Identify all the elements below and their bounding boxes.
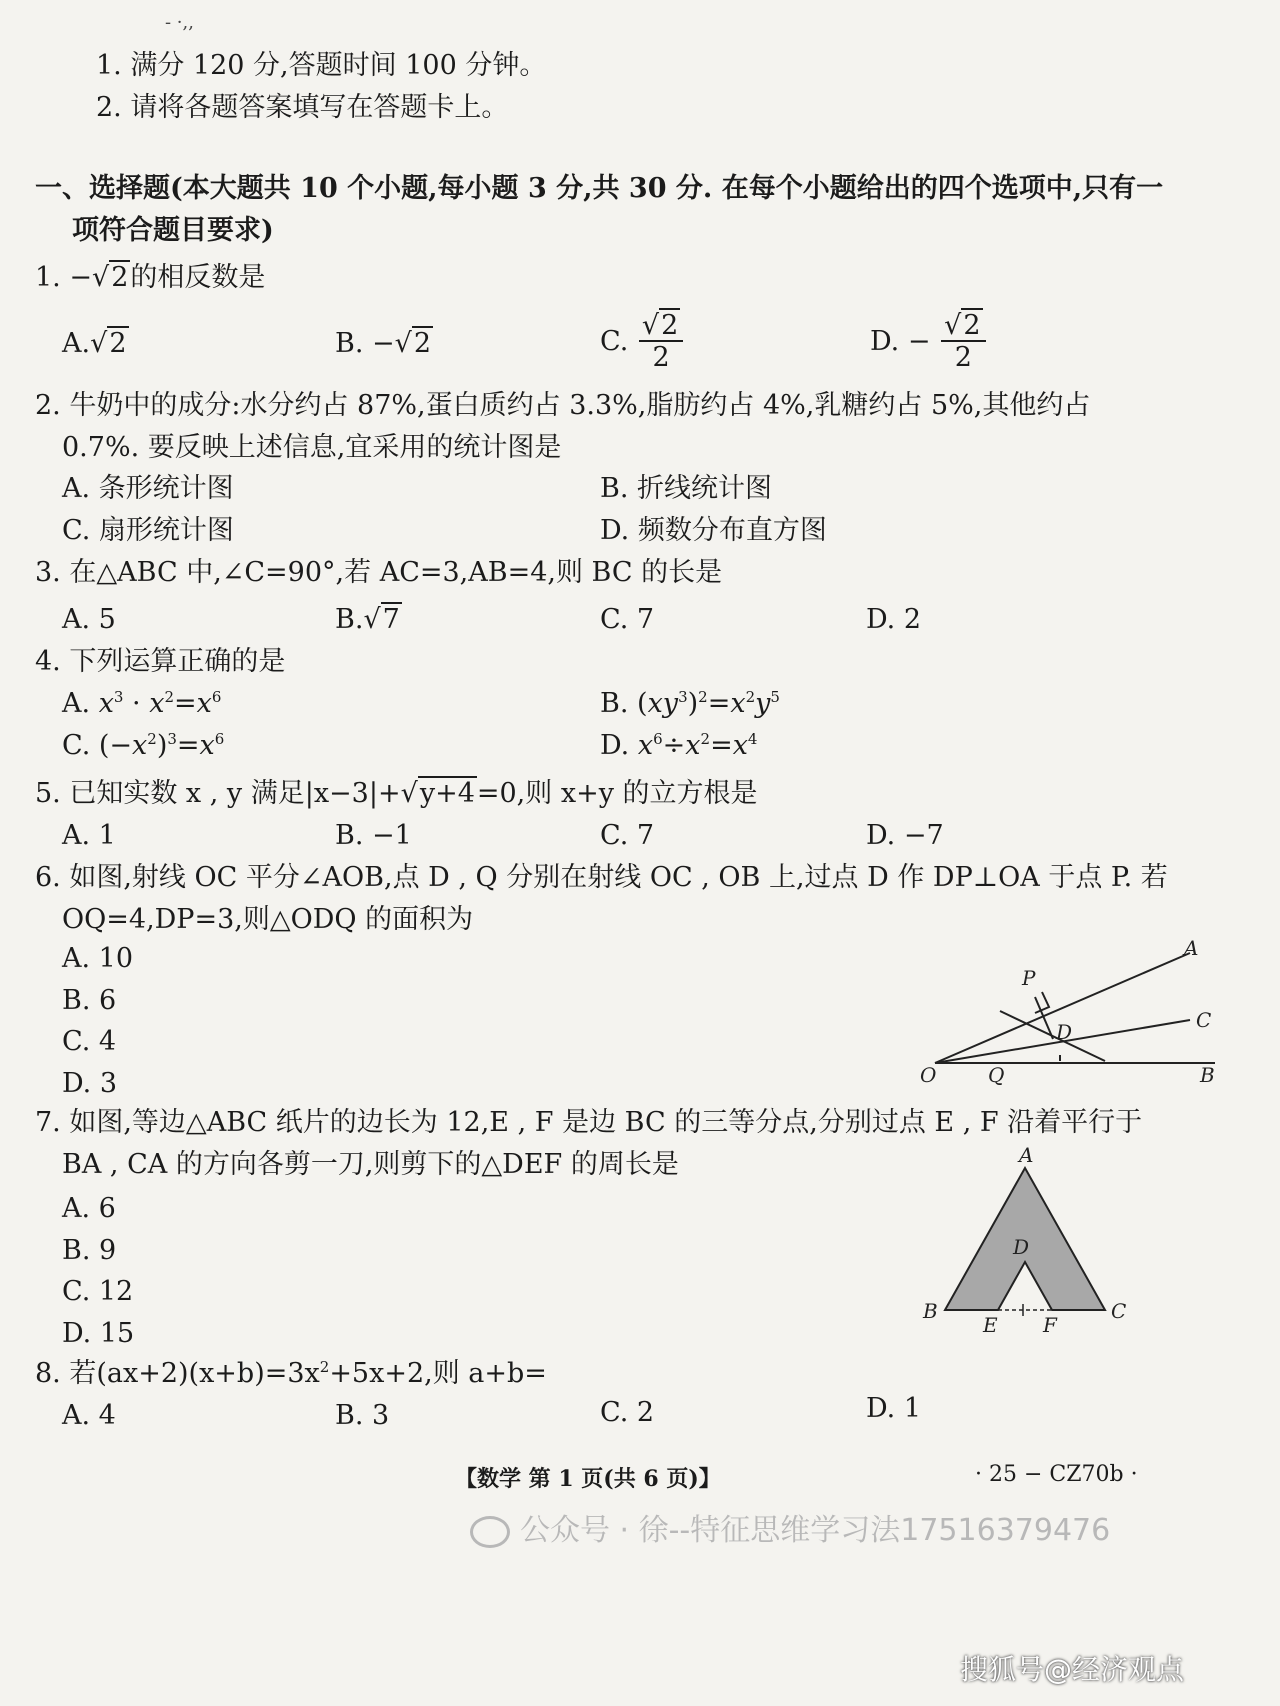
question-6-line1: 6. 如图,射线 OC 平分∠AOB,点 D , Q 分别在射线 OC , OB 上,过点 D 作 DP⊥OA 于点 P. 若 xyxy=(35,862,1168,893)
section-title-line2: 项符合题目要求) xyxy=(72,215,274,246)
q3-option-b xyxy=(335,604,402,636)
var: x xyxy=(685,730,701,761)
q7-figure xyxy=(905,1140,1225,1350)
var: x xyxy=(732,730,748,761)
question-7-line1: 7. 如图,等边△ABC 纸片的边长为 12,E , F 是边 BC 的三等分点,分别过点 E , F 沿着平行于 xyxy=(35,1107,1143,1138)
note-1: 1. 满分 120 分,答题时间 100 分钟。 xyxy=(96,50,547,81)
q7-option-c: C. 12 xyxy=(62,1276,134,1307)
label-a: A xyxy=(1019,1143,1034,1167)
label-a: A xyxy=(1184,936,1199,960)
opt-label: B. xyxy=(335,604,364,635)
q7-option-b: B. 9 xyxy=(62,1235,117,1266)
opt-radicand: 2 xyxy=(963,310,981,341)
q6-option-c: C. 4 xyxy=(62,1026,117,1057)
q4-option-d xyxy=(600,730,757,762)
exp: 3 xyxy=(678,688,688,706)
q5-radicand: y+4 xyxy=(419,778,475,809)
op: · xyxy=(123,688,150,719)
opt-radicand: 7 xyxy=(382,604,400,635)
opt-radicand: 2 xyxy=(413,328,432,359)
q1-suffix: 的相反数是 xyxy=(130,262,266,293)
q4-option-b xyxy=(600,688,780,720)
ray-oa xyxy=(935,953,1190,1063)
fraction xyxy=(639,312,683,373)
q7-option-a: A. 6 xyxy=(62,1193,116,1224)
q5-option-c: C. 7 xyxy=(600,820,655,851)
label-f: F xyxy=(1043,1313,1057,1337)
sqrt-icon: √ xyxy=(90,328,108,359)
opt-label: C. xyxy=(600,325,629,357)
var: x xyxy=(196,688,212,719)
label-c: C xyxy=(1111,1299,1127,1323)
exp: 3 xyxy=(167,730,177,748)
question-7-line2: BA , CA 的方向各剪一刀,则剪下的△DEF 的周长是 xyxy=(62,1149,679,1180)
q5-prefix: 5. 已知实数 x , y 满足|x−3|+ xyxy=(35,778,401,809)
opt-denominator: 2 xyxy=(954,342,972,374)
q1-prefix: 1. − xyxy=(35,262,92,293)
opt-label: C. xyxy=(62,730,91,761)
opt-label: A. xyxy=(62,688,91,719)
op: = xyxy=(707,688,731,719)
label-p: P xyxy=(1022,966,1036,990)
q8-prefix: 8. 若(ax+2)(x+b)=3x xyxy=(35,1358,320,1389)
question-8 xyxy=(35,1358,547,1390)
sqrt-icon: √ xyxy=(91,262,110,293)
var: x xyxy=(199,730,215,761)
opt-label: D. xyxy=(600,730,630,761)
opt-sign: − xyxy=(372,328,395,359)
label-e: E xyxy=(983,1313,998,1337)
exp: 4 xyxy=(747,730,758,748)
sqrt-icon: √ xyxy=(363,604,381,635)
q8-option-b: B. 3 xyxy=(335,1400,390,1431)
label-d: D xyxy=(1013,1235,1030,1259)
q5-option-a: A. 1 xyxy=(62,820,116,851)
exp: 2 xyxy=(164,688,174,706)
q3-option-d: D. 2 xyxy=(866,604,922,635)
sohu-watermark: 搜狐号@经济观点 xyxy=(960,1653,1185,1686)
exp: 5 xyxy=(770,688,780,706)
var: x xyxy=(637,730,654,761)
var: x xyxy=(98,688,114,719)
label-d: D xyxy=(1056,1020,1073,1044)
q5-suffix: =0,则 x+y 的立方根是 xyxy=(476,778,758,809)
sqrt-icon: √ xyxy=(641,310,660,341)
sqrt-icon: √ xyxy=(944,310,962,341)
exam-code: · 25 − CZ70b · xyxy=(975,1462,1138,1487)
q4-option-a xyxy=(62,688,221,720)
note-2: 2. 请将各题答案填写在答题卡上。 xyxy=(96,92,509,123)
exp: 2 xyxy=(698,688,708,706)
q8-option-a: A. 4 xyxy=(62,1400,116,1431)
opt-sign: − xyxy=(907,325,931,357)
label-o: O xyxy=(920,1063,937,1087)
q1-radicand: 2 xyxy=(111,262,129,293)
opt-label: B. xyxy=(335,328,364,359)
opt-label: B. xyxy=(600,688,629,719)
paren: (− xyxy=(98,730,133,761)
q8-option-d: D. 1 xyxy=(866,1393,922,1424)
label-b: B xyxy=(923,1299,938,1323)
paren: ) xyxy=(687,688,699,719)
question-2-line1: 2. 牛奶中的成分:水分约占 87%,蛋白质约占 3.3%,脂肪约占 4%,乳糖约占 5%,其他约占 xyxy=(35,390,1091,421)
var: x xyxy=(730,688,746,719)
question-5 xyxy=(35,778,758,810)
var: y xyxy=(755,688,771,719)
q1-option-a xyxy=(62,328,129,360)
var: xy xyxy=(647,688,679,719)
question-6-line2: OQ=4,DP=3,则△ODQ 的面积为 xyxy=(62,904,474,935)
label-q: Q xyxy=(988,1063,1005,1087)
question-4: 4. 下列运算正确的是 xyxy=(35,646,286,677)
sqrt-icon: √ xyxy=(394,328,412,359)
q7-option-d: D. 15 xyxy=(62,1318,135,1349)
sqrt-icon: √ xyxy=(400,778,418,809)
question-1 xyxy=(35,262,265,294)
section-title-line1: 一、选择题(本大题共 10 个小题,每小题 3 分,共 30 分. 在每个小题给出的四个选项中,只有一 xyxy=(35,173,1164,204)
op: = xyxy=(710,730,733,761)
q5-option-b: B. −1 xyxy=(335,820,412,851)
fraction xyxy=(941,312,985,373)
op: = xyxy=(176,730,200,761)
q8-option-c: C. 2 xyxy=(600,1397,655,1428)
opt-radicand: 2 xyxy=(109,328,127,359)
q3-option-a: A. 5 xyxy=(62,604,116,635)
opt-denominator: 2 xyxy=(652,342,670,374)
page-footer: 【数学 第 1 页(共 6 页)】 xyxy=(455,1466,721,1492)
wechat-watermark-text: 公众号 · 徐--特征思维学习法17516379476 xyxy=(520,1513,1111,1548)
label-c: C xyxy=(1196,1008,1212,1032)
exp: 6 xyxy=(653,730,663,748)
exp: 2 xyxy=(147,730,157,748)
label-b: B xyxy=(1200,1063,1215,1087)
exp: 2 xyxy=(700,730,711,748)
exp: 6 xyxy=(214,730,225,748)
exp: 3 xyxy=(113,688,124,706)
q6-option-a: A. 10 xyxy=(62,943,134,974)
paren: ( xyxy=(637,688,648,719)
q5-option-d: D. −7 xyxy=(866,820,944,851)
q3-option-c: C. 7 xyxy=(600,604,655,635)
header-fragment: - ·,, xyxy=(165,12,194,33)
exp: 6 xyxy=(211,688,222,706)
q1-option-c xyxy=(600,312,685,373)
q2-option-b: B. 折线统计图 xyxy=(600,473,773,504)
op: = xyxy=(174,688,197,719)
q6-option-d: D. 3 xyxy=(62,1068,118,1099)
q2-option-a: A. 条形统计图 xyxy=(62,473,234,504)
var: x xyxy=(149,688,165,719)
q6-figure xyxy=(900,935,1240,1095)
q1-option-d xyxy=(870,312,988,373)
exp: 2 xyxy=(745,688,756,706)
question-2-line2: 0.7%. 要反映上述信息,宜采用的统计图是 xyxy=(62,432,562,463)
q2-option-d: D. 频数分布直方图 xyxy=(600,515,827,546)
q8-suffix: +5x+2,则 a+b= xyxy=(329,1358,547,1389)
wechat-icon xyxy=(470,1516,510,1548)
var: x xyxy=(132,730,148,761)
q6-option-b: B. 6 xyxy=(62,985,117,1016)
opt-label: D. xyxy=(870,325,900,357)
q2-option-c: C. 扇形统计图 xyxy=(62,515,234,546)
wechat-watermark xyxy=(470,1505,1110,1549)
question-3: 3. 在△ABC 中,∠C=90°,若 AC=3,AB=4,则 BC 的长是 xyxy=(35,557,723,588)
opt-radicand: 2 xyxy=(661,310,679,341)
paren: ) xyxy=(156,730,168,761)
exp: 2 xyxy=(319,1358,330,1376)
q1-option-b xyxy=(335,328,433,360)
opt-label: A. xyxy=(62,328,91,359)
op: ÷ xyxy=(662,730,686,761)
q4-option-c xyxy=(62,730,224,762)
